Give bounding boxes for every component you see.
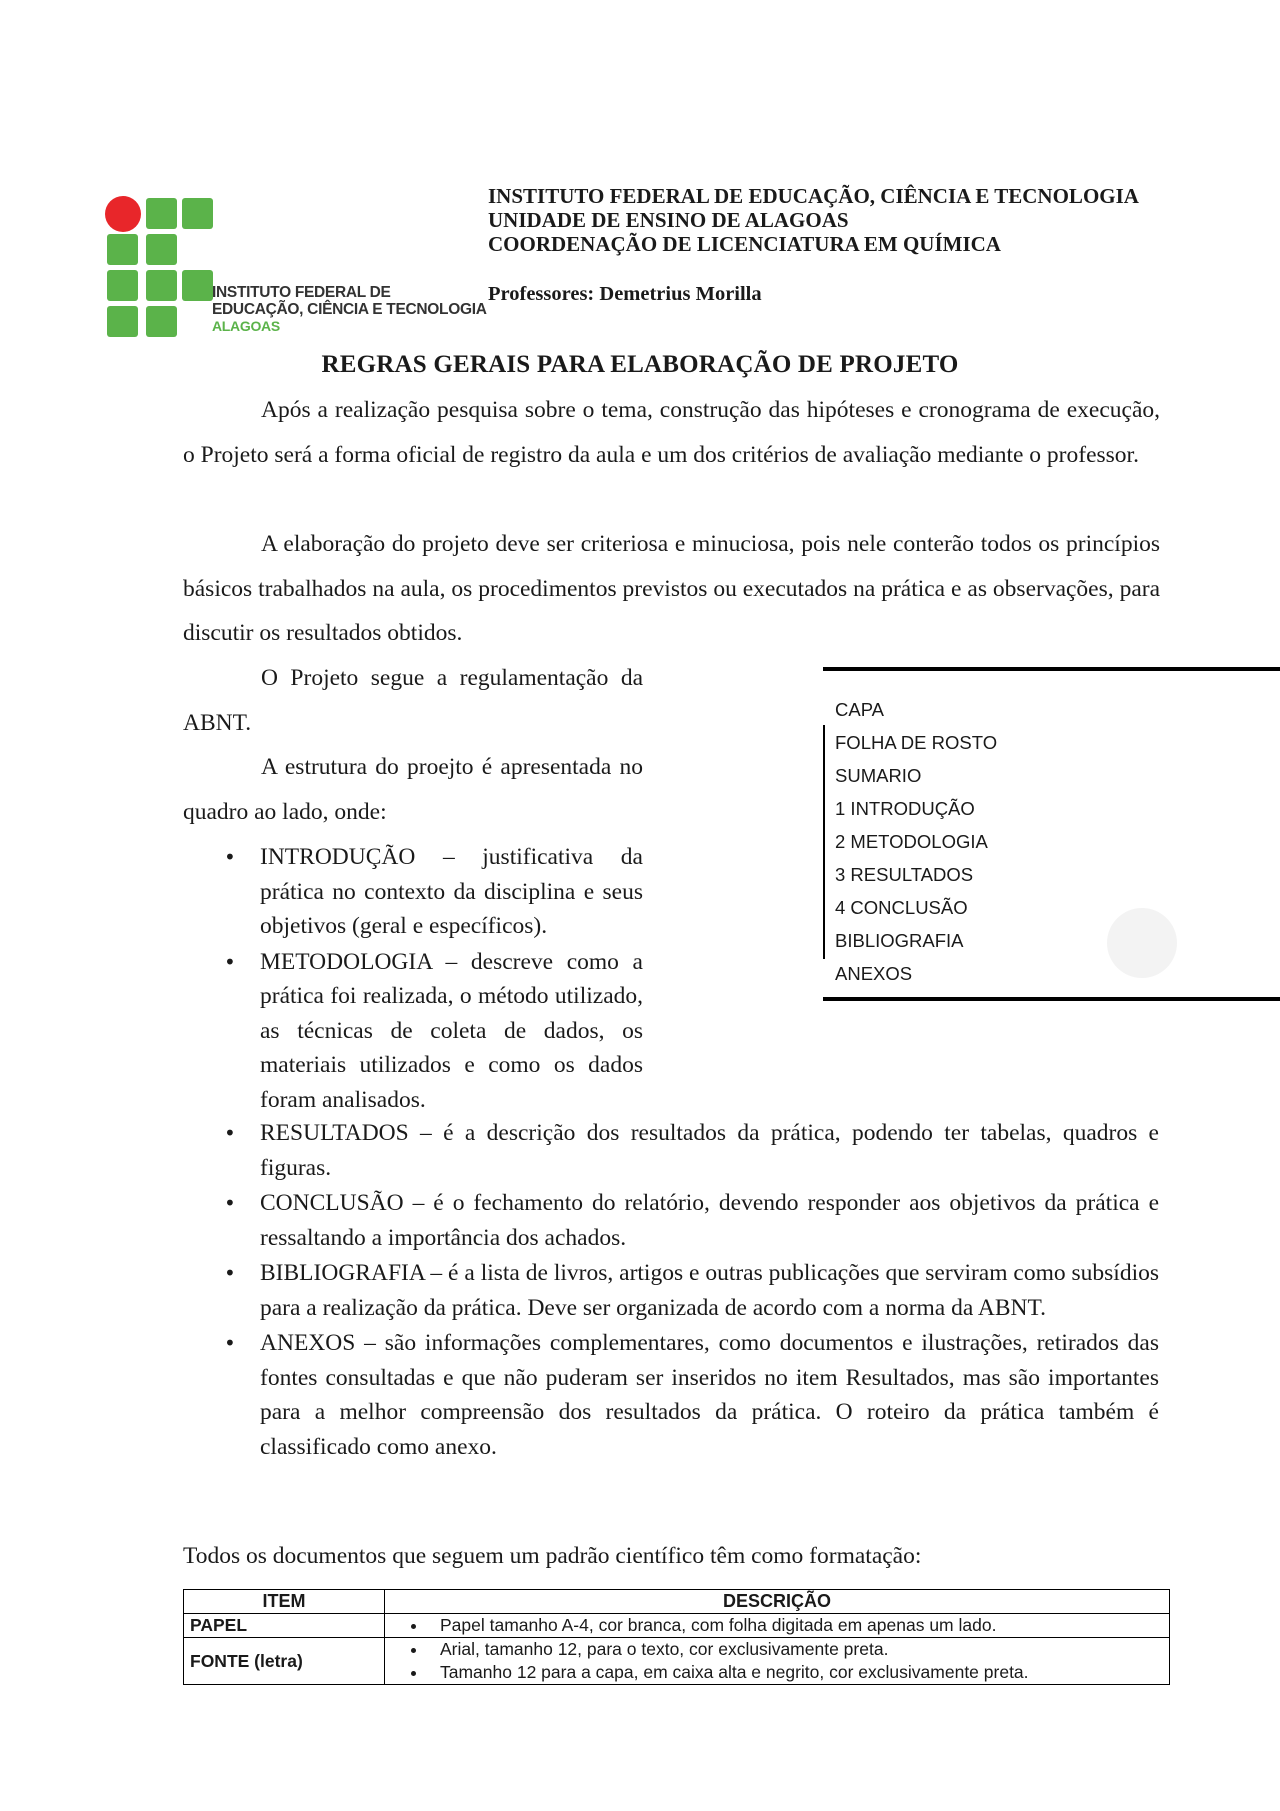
- scan-smudge: [1107, 908, 1177, 978]
- bullet-list-narrow: [260, 840, 643, 1118]
- logo-wordmark: [212, 284, 487, 335]
- structure-item: 2 METODOLOGIA: [835, 831, 988, 852]
- bullet-list-wide: [260, 1116, 1159, 1465]
- structure-item: ANEXOS: [835, 963, 913, 984]
- structure-item: 1 INTRODUÇÃO: [835, 798, 975, 819]
- logo-square: [107, 306, 138, 337]
- table-cell-item: PAPEL: [184, 1614, 385, 1638]
- format-table: [183, 1589, 1170, 1685]
- header-line-1: INSTITUTO FEDERAL DE EDUCAÇÃO, CIÊNCIA E TECNOLOGIA: [488, 184, 1139, 208]
- table-row: [184, 1614, 1170, 1638]
- logo-line-3: ALAGOAS: [212, 318, 280, 334]
- logo-square: [182, 198, 213, 229]
- table-header-description: DESCRIÇÃO: [385, 1590, 1170, 1614]
- paragraph-abnt: O Projeto segue a regulamentação da ABNT.: [183, 665, 643, 736]
- structure-item: BIBLIOGRAFIA: [835, 930, 964, 951]
- logo-square: [107, 234, 138, 265]
- logo-square: [146, 198, 177, 229]
- table-cell-description: [385, 1614, 1170, 1638]
- logo-square: [107, 270, 138, 301]
- list-item: • CONCLUSÃO – é o fechamento do relatório, devendo responder aos objetivos da prática e ressaltando a importância dos achados.: [260, 1186, 1159, 1255]
- structure-item: CAPA: [835, 699, 885, 720]
- structure-item: 3 RESULTADOS: [835, 864, 974, 885]
- logo-square: [146, 270, 177, 301]
- paragraph-intro: Após a realização pesquisa sobre o tema, construção das hipóteses e cronograma de execução, o Projeto será a forma oficial de registro da aula e um dos critérios de avaliação mediante o professor.: [183, 397, 1160, 468]
- list-item: • INTRODUÇÃO – justificativa da prática no contexto da disciplina e seus objetivos (geral e específicos).: [260, 840, 643, 944]
- structure-box-divider: [823, 725, 825, 959]
- table-cell-item: FONTE (letra): [184, 1638, 385, 1685]
- logo-line-1: INSTITUTO FEDERAL DE: [212, 284, 391, 301]
- table-cell-description: [385, 1638, 1170, 1685]
- list-item: • RESULTADOS – é a descrição dos resultados da prática, podendo ter tabelas, quadros e figuras.: [260, 1116, 1159, 1185]
- list-item: • METODOLOGIA – descreve como a prática foi realizada, o método utilizado, as técnicas de coleta de dados, os materiais utilizados e como os dados foram analisados.: [260, 945, 643, 1118]
- description-item: • Papel tamanho A-4, cor branca, com folha digitada em apenas um lado.: [428, 1614, 1163, 1637]
- description-item: • Arial, tamanho 12, para o texto, cor exclusivamente preta.: [428, 1638, 1163, 1661]
- list-item: • ANEXOS – são informações complementares, como documentos e ilustrações, retirados das fontes consultadas e que não puderam ser inseridos no item Resultados, mas são importantes para a melhor compreensão dos resultados da prática. O roteiro da prática também é classificado como anexo.: [260, 1326, 1159, 1464]
- format-intro: Todos os documentos que seguem um padrão científico têm como formatação:: [183, 1543, 922, 1569]
- description-item: • Tamanho 12 para a capa, em caixa alta e negrito, cor exclusivamente preta.: [428, 1661, 1163, 1684]
- table-row: [184, 1638, 1170, 1685]
- structure-item: SUMARIO: [835, 765, 922, 786]
- list-item: • BIBLIOGRAFIA – é a lista de livros, artigos e outras publicações que serviram como subsídios para a realização da prática. Deve ser organizada de acordo com a norma da ABNT.: [260, 1256, 1159, 1325]
- logo-red-dot: [105, 196, 141, 232]
- logo-square: [146, 306, 177, 337]
- header-line-2: UNIDADE DE ENSINO DE ALAGOAS: [488, 208, 849, 232]
- institution-logo: [105, 196, 487, 341]
- structure-item: FOLHA DE ROSTO: [835, 732, 998, 753]
- document-title: REGRAS GERAIS PARA ELABORAÇÃO DE PROJETO: [321, 351, 959, 378]
- table-header-item: ITEM: [184, 1590, 385, 1614]
- paragraph-elaboration: A elaboração do projeto deve ser criteriosa e minuciosa, pois nele conterão todos os princípios básicos trabalhados na aula, os procedimentos previstos ou executados na prática e as observações, para discutir os resultados obtidos.: [183, 531, 1160, 647]
- structure-box: [823, 667, 1280, 1001]
- professors-line: Professores: Demetrius Morilla: [488, 283, 762, 305]
- paragraph-structure: A estrutura do proejto é apresentada no quadro ao lado, onde:: [183, 754, 643, 825]
- structure-item: 4 CONCLUSÃO: [835, 897, 968, 918]
- table-header-row: [184, 1590, 1170, 1614]
- header-line-3: COORDENAÇÃO DE LICENCIATURA EM QUÍMICA: [488, 232, 1001, 256]
- logo-square: [146, 234, 177, 265]
- logo-line-2: EDUCAÇÃO, CIÊNCIA E TECNOLOGIA: [212, 301, 487, 318]
- logo-square: [182, 270, 213, 301]
- institution-header: [488, 184, 1139, 256]
